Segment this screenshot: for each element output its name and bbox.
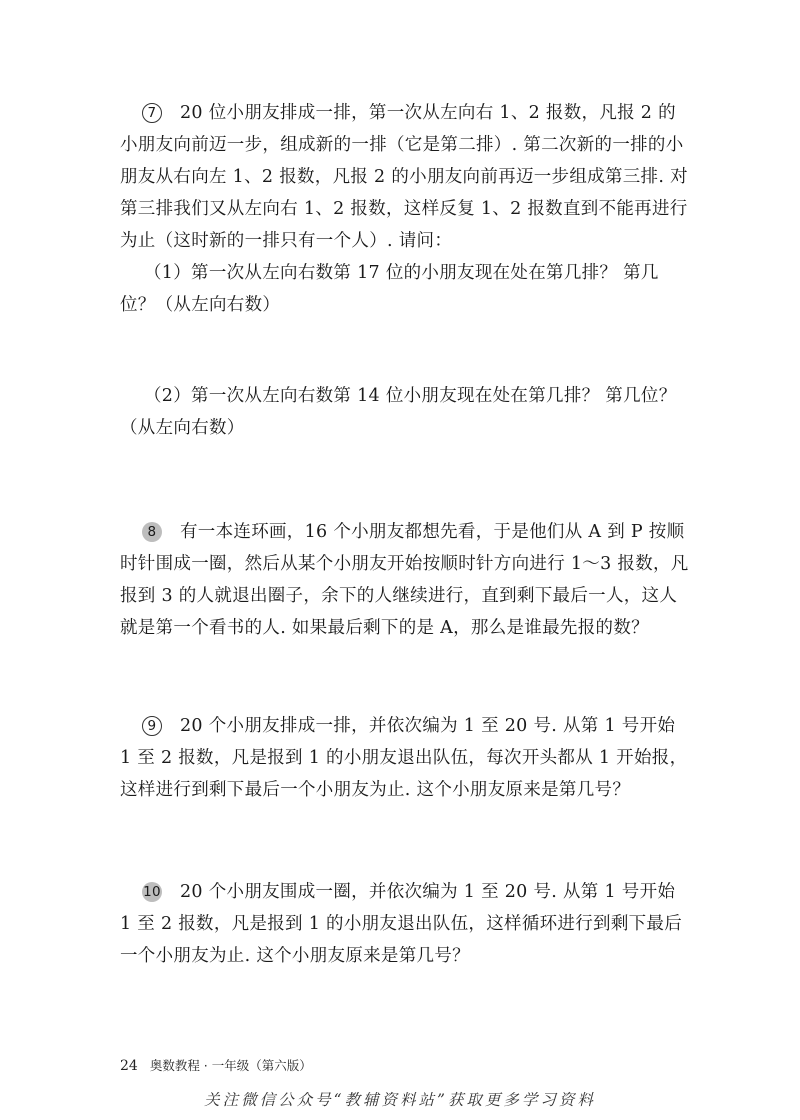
problem-9 [120,710,690,806]
problem-8-text: 有一本连环画，16 个小朋友都想先看，于是他们从 A 到 P 按顺时针围成一圈，然后从某个小朋友开始按顺时针方向进行 1～3 报数，凡报到 3 的人就退出圈子，余下的人继续进行，直到剩下最后一人，这人就是第一个看书的人. 如果最后剩下的是 A，那么是谁最先报的数？ [120,522,689,638]
problem-7-text: 20 位小朋友排成一排，第一次从左向右 1、2 报数，凡报 2 的小朋友向前迈一步，组成新的一排（它是第二排）. 第二次新的一排的小朋友从右向左 1、2 报数，凡报 2 的小朋友向前再迈一步组成第三排. 对第三排我们又从左向右 1、2 报数，这样反复 1、2 报数直到不能再进行为止（这时新的一排只有一个人）. 请问： [120,103,688,251]
problem-10 [120,876,690,972]
problem-7-question-2: （2）第一次从左向右数第 14 位小朋友现在处在第几排？ 第几位？（从左向右数） [120,386,677,438]
problem-10-text: 20 个小朋友围成一圈，并依次编为 1 至 20 号. 从第 1 号开始 1 至 2 报数，凡是报到 1 的小朋友退出队伍，这样循环进行到剩下最后一个小朋友为止. 这个小朋友原来是第几号？ [120,882,683,966]
problem-number-badge: 9 [142,716,162,736]
book-title: 奥数教程 · 一年级（第六版） [149,1058,312,1073]
problem-9-text: 20 个小朋友排成一排，并依次编为 1 至 20 号. 从第 1 号开始 1 至 2 报数，凡是报到 1 的小朋友退出队伍，每次开头都从 1 开始报，这样进行到剩下最后一个小朋友为止. 这个小朋友原来是第几号？ [120,716,688,800]
page-footer [120,1056,312,1074]
problem-number-badge: 8 [142,522,162,542]
problem-number-badge: 7 [142,103,162,123]
problem-7-question-1: （1）第一次从左向右数第 17 位的小朋友现在处在第几排？ 第几位？（从左向右数） [120,263,659,315]
problem-8 [120,516,690,644]
watermark-text: 关注微信公众号“教辅资料站”获取更多学习资料 [204,1091,596,1109]
problem-number-badge: 10 [143,884,161,900]
problem-7-question-2-block [120,380,690,444]
page-number: 24 [120,1058,138,1074]
problem-7 [120,97,690,321]
